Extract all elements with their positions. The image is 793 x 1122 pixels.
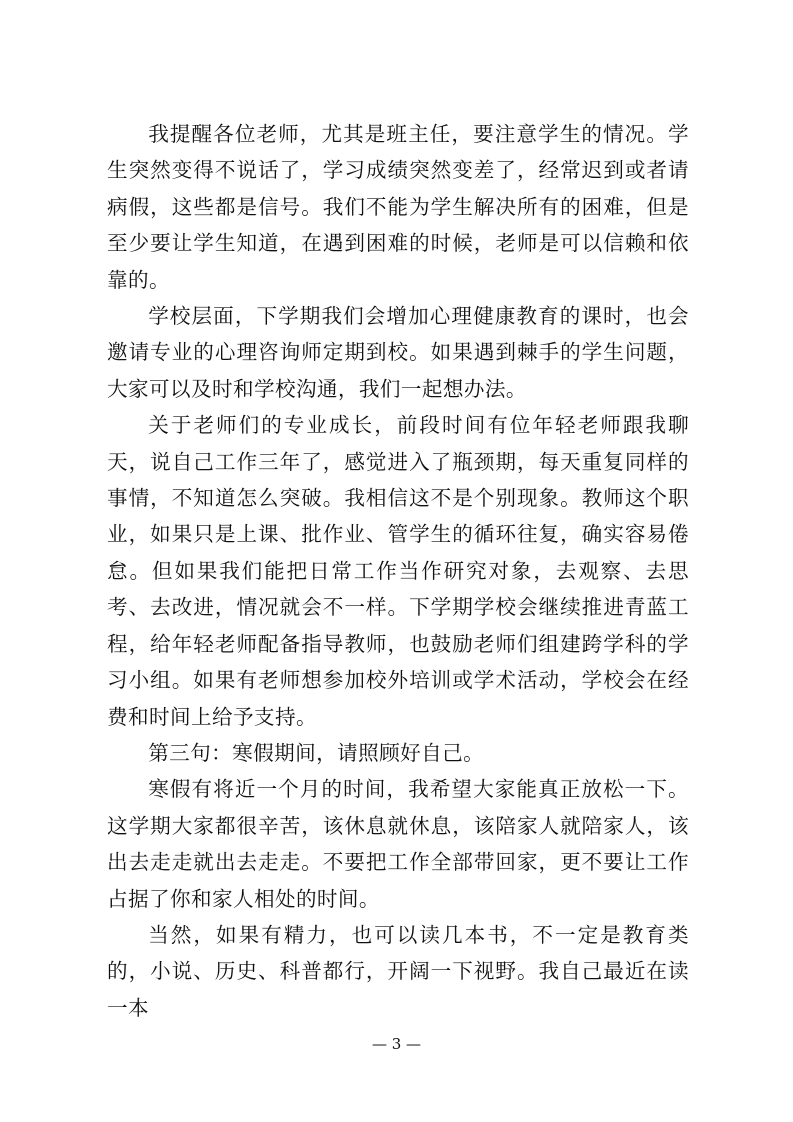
paragraph-4-heading: 第三句：寒假期间，请照顾好自己。: [148, 740, 485, 765]
paragraph-6: 当然，如果有精力，也可以读几本书，不一定是教育类的，小说、历史、科普都行，开阔一下视野。我自己最近在读一本: [107, 922, 689, 1020]
paragraph-3: 关于老师们的专业成长，前段时间有位年轻老师跟我聊天，说自己工作三年了，感觉进入了瓶颈期，每天重复同样的事情，不知道怎么突破。我相信这不是个别现象。教师这个职业，如果只是上课、批作业、管学生的循环往复，确实容易倦怠。但如果我们能把日常工作当作研究对象，去观察、去思考、去改进，情况就会不一样。下学期学校会继续推进青蓝工程，给年轻老师配备指导教师，也鼓励老师们组建跨学科的学习小组。如果有老师想参加校外培训或学术活动，学校会在经费和时间上给予支持。: [107, 413, 689, 729]
paragraph-5: 寒假有将近一个月的时间，我希望大家能真正放松一下。这学期大家都很辛苦，该休息就休息，该陪家人就陪家人，该出去走走就出去走走。不要把工作全部带回家，更不要让工作占据了你和家人相处的时间。: [107, 777, 689, 911]
paragraph-1: 我提醒各位老师，尤其是班主任，要注意学生的情况。学生突然变得不说话了，学习成绩突然变差了，经常迟到或者请病假，这些都是信号。我们不能为学生解决所有的困难，但是至少要让学生知道，在遇到困难的时候，老师是可以信赖和依靠的。: [107, 122, 689, 292]
page-number: — 3 —: [371, 1035, 422, 1053]
paragraph-2: 学校层面，下学期我们会增加心理健康教育的课时，也会邀请专业的心理咨询师定期到校。如果遇到棘手的学生问题，大家可以及时和学校沟通，我们一起想办法。: [107, 304, 689, 401]
body-text: [107, 116, 689, 1026]
